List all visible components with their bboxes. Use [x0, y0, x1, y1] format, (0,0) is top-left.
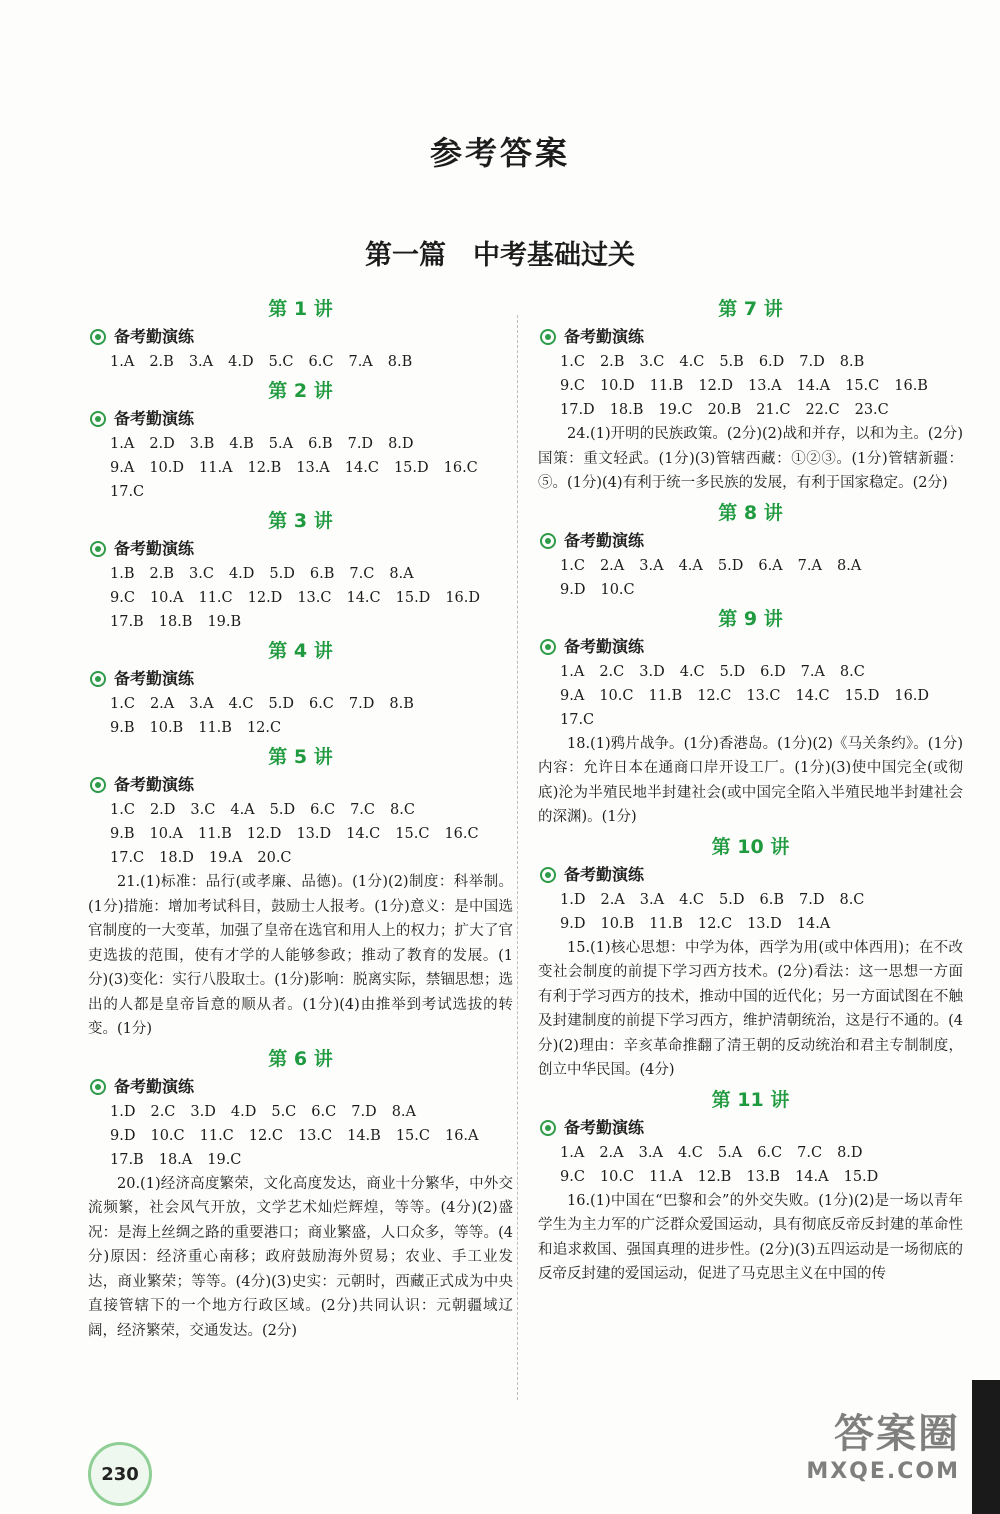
- answer-item: 3.A: [639, 891, 665, 908]
- answer-item: 20.C: [257, 850, 292, 866]
- lecture-heading: 第 5 讲: [268, 746, 333, 768]
- section-heading: [90, 1074, 513, 1100]
- answer-item: 20.B: [707, 402, 742, 418]
- answer-item: 10.D: [599, 378, 635, 394]
- answer-item: 16.D: [445, 590, 480, 606]
- answer-item: 3.A: [189, 696, 214, 712]
- section-badge-icon: [90, 329, 106, 345]
- answer-row: [538, 684, 963, 708]
- answer-item: 2.B: [149, 354, 174, 370]
- section-heading: [90, 406, 513, 432]
- answer-item: 13.C: [746, 687, 781, 704]
- answer-item: 5.B: [719, 354, 744, 370]
- answer-item: 10.C: [600, 581, 635, 598]
- answer-item: 5.D: [717, 557, 744, 574]
- answer-item: 7.C: [797, 1144, 823, 1161]
- answer-paragraph: 18.(1)鸦片战争。(1分)香港岛。(1分)(2)《马关条约》。(1分)内容：允许日本在通商口岸开设工厂。(1分)(3)使中国完全(或彻底)沦为半殖民地半封建社会(或中国完全陷入半殖民地半封建社会的深渊)。(1分): [538, 735, 963, 825]
- answer-item: 11.B: [198, 826, 232, 842]
- answer-item: 11.B: [649, 915, 683, 932]
- answer-item: 10.B: [149, 720, 184, 736]
- answer-item: 9.D: [560, 915, 586, 932]
- section-label: 备考勤演练: [564, 327, 645, 346]
- answer-row: [88, 562, 513, 586]
- answer-item: 15.D: [395, 590, 431, 606]
- side-tab: [972, 1380, 1000, 1514]
- answer-item: 3.C: [639, 354, 665, 370]
- answer-item: 3.D: [639, 663, 665, 680]
- answer-item: 4.C: [679, 891, 705, 908]
- answer-item: 14.A: [796, 915, 831, 932]
- answer-item: 5.A: [268, 436, 294, 452]
- answer-item: 17.B: [110, 614, 144, 630]
- answer-item: 4.B: [229, 436, 254, 452]
- answer-item: 15.C: [395, 826, 430, 842]
- answer-item: 5.D: [719, 891, 745, 908]
- answer-item: 4.A: [230, 802, 255, 818]
- answer-row: [88, 716, 513, 740]
- answer-item: 15.C: [845, 378, 880, 394]
- answer-item: 7.D: [351, 1103, 377, 1120]
- answer-item: 2.C: [150, 1103, 176, 1120]
- answer-item: 18.D: [159, 850, 194, 866]
- answer-item: 14.C: [346, 590, 381, 606]
- answer-item: 6.C: [311, 1103, 337, 1120]
- answer-paragraph: 20.(1)经济高度繁荣，文化高度发达，商业十分繁华，中外交流频繁，社会风气开放，文学艺术灿烂辉煌，等等。(4分)(2)盛况：是海上丝绸之路的重要港口；商业繁盛，人口众多，等等。(4分)原因：经济重心南移；政府鼓励海外贸易；农业、手工业发达，商业繁荣；等等。(4分)(3)史实：元朝时，西藏正式成为中央直接管辖下的一个地方行政区域。(2分)共同认识：元朝疆域辽阔，经济繁荣，交通发达。(2分): [88, 1175, 513, 1339]
- answer-item: 16.A: [444, 1127, 479, 1144]
- answer-item: 16.C: [443, 460, 478, 476]
- answer-item: 11.A: [649, 1168, 683, 1185]
- answer-item: 10.C: [599, 687, 634, 704]
- answer-paragraph: 15.(1)核心思想：中学为体，西学为用(或中体西用)；在不改变社会制度的前提下学习西方技术。(2分)看法：这一思想一方面有利于学习西方的技术，推动中国的近代化；另一方面试图在不触及封建制度的前提下学习西方，维护清朝统治，这是行不通的。(4分)(2)理由：辛亥革命推翻了清王朝的反动统治和君主专制制度，创立中华民国。(4分): [538, 939, 963, 1078]
- answer-item: 6.D: [758, 354, 785, 370]
- answer-item: 2.A: [149, 696, 175, 712]
- answer-item: 3.C: [190, 802, 216, 818]
- answer-item: 9.A: [560, 687, 585, 704]
- answer-item: 7.D: [347, 436, 374, 452]
- answer-item: 7.A: [797, 557, 822, 574]
- answer-item: 5.D: [269, 802, 296, 818]
- answer-item: 22.C: [805, 402, 840, 418]
- answer-item: 7.D: [348, 696, 375, 712]
- answer-row: [88, 822, 513, 846]
- answer-item: 6.B: [308, 436, 333, 452]
- lecture-heading: 第 9 讲: [718, 607, 783, 630]
- answer-item: 8.A: [391, 1103, 416, 1120]
- lecture-heading: 第 10 讲: [711, 835, 790, 858]
- answer-item: 6.C: [757, 1144, 783, 1161]
- lecture-heading: 第 4 讲: [268, 640, 333, 662]
- lecture-heading: 第 6 讲: [268, 1047, 333, 1070]
- answer-item: 19.C: [658, 402, 693, 418]
- answer-item: 8.B: [387, 354, 413, 370]
- answer-item: 13.D: [296, 826, 332, 842]
- answer-item: 17.C: [560, 711, 595, 728]
- section-heading: [90, 666, 513, 692]
- lecture-heading: 第 11 讲: [711, 1088, 790, 1111]
- answer-row: [88, 610, 513, 634]
- answer-item: 21.C: [756, 402, 791, 418]
- answer-item: 10.B: [600, 915, 635, 932]
- answer-item: 18.B: [158, 614, 193, 630]
- answer-item: 2.B: [599, 354, 625, 370]
- lecture-heading: 第 2 讲: [268, 380, 333, 402]
- answer-row: [538, 912, 963, 936]
- answer-item: 14.A: [795, 1168, 829, 1185]
- watermark-url: MXQE.COM: [806, 1459, 960, 1484]
- answer-item: 14.C: [346, 826, 381, 842]
- answer-item: 16.D: [894, 687, 930, 704]
- answer-item: 4.D: [228, 566, 255, 582]
- section-label: 备考勤演练: [564, 864, 645, 884]
- part-title: 第一篇 中考基础过关: [365, 240, 635, 271]
- section-badge-icon: [90, 671, 106, 687]
- answer-item: 9.B: [110, 826, 135, 842]
- answer-item: 7.D: [799, 354, 825, 370]
- answer-item: 14.C: [344, 460, 379, 476]
- answer-item: 13.C: [297, 590, 332, 606]
- answer-item: 3.D: [190, 1103, 216, 1120]
- answer-item: 4.D: [228, 354, 254, 370]
- answer-row: [88, 1124, 513, 1148]
- answer-item: 1.B: [110, 566, 135, 582]
- answer-row: [538, 350, 963, 374]
- lecture-heading: 第 7 讲: [718, 298, 783, 320]
- section-label: 备考勤演练: [564, 636, 645, 656]
- answer-item: 4.D: [230, 1103, 257, 1120]
- answer-item: 13.D: [747, 915, 782, 932]
- answer-item: 12.B: [697, 1168, 732, 1185]
- answer-item: 4.C: [679, 354, 705, 370]
- answer-item: 3.A: [188, 354, 214, 370]
- answer-item: 5.A: [717, 1144, 743, 1161]
- answer-item: 11.B: [198, 720, 232, 736]
- answer-item: 2.D: [149, 436, 175, 452]
- answer-item: 9.C: [110, 590, 135, 606]
- section-heading: [540, 634, 963, 660]
- section-heading: [540, 1115, 963, 1141]
- answer-item: 6.B: [309, 566, 335, 582]
- lecture-heading: 第 3 讲: [268, 510, 333, 532]
- answer-item: 1.A: [110, 354, 135, 370]
- answer-item: 17.C: [110, 850, 145, 866]
- answer-item: 9.D: [560, 581, 586, 598]
- answer-item: 10.C: [150, 1127, 185, 1144]
- answer-item: 5.C: [271, 1103, 297, 1120]
- answer-row: [538, 1141, 963, 1165]
- answer-item: 7.A: [348, 354, 373, 370]
- answer-item: 11.B: [648, 687, 683, 704]
- answer-item: 4.C: [679, 663, 705, 680]
- answer-paragraph: 16.(1)中国在“巴黎和会”的外交失败。(1分)(2)是一场以青年学生为主力军的广泛群众爱国运动，具有彻底反帝反封建的革命性和追求救国、强国真理的进步性。(2分)(3)五四运动是一场彻底的反帝反封建的爱国运动，促进了马克思主义在中国的传: [538, 1192, 963, 1282]
- answer-item: 11.B: [649, 378, 684, 394]
- answer-item: 9.C: [560, 1168, 585, 1185]
- right-column: [538, 292, 963, 1287]
- answer-item: 14.A: [796, 378, 831, 394]
- answer-item: 12.C: [697, 915, 733, 932]
- answer-row: [538, 708, 963, 732]
- answer-item: 9.A: [110, 460, 135, 476]
- section-badge-icon: [540, 639, 556, 655]
- section-heading: [540, 528, 963, 554]
- section-heading: [90, 536, 513, 562]
- answer-item: 3.C: [189, 566, 214, 582]
- section-label: 备考勤演练: [564, 530, 645, 550]
- answer-row: [88, 432, 513, 456]
- answer-item: 17.D: [560, 402, 595, 418]
- answer-item: 18.B: [609, 402, 644, 418]
- answer-item: 7.A: [800, 663, 825, 680]
- section-heading: [540, 862, 963, 888]
- section-badge-icon: [90, 777, 106, 793]
- answer-item: 4.C: [677, 1144, 703, 1161]
- answer-row: [88, 798, 513, 822]
- answer-item: 8.B: [389, 696, 414, 712]
- section-label: 备考勤演练: [564, 1117, 645, 1137]
- answer-item: 10.D: [149, 460, 184, 476]
- answer-item: 7.C: [349, 566, 375, 582]
- answer-item: 8.B: [839, 354, 865, 370]
- answer-item: 10.C: [599, 1168, 635, 1185]
- answer-item: 9.D: [110, 1127, 136, 1144]
- section-badge-icon: [90, 411, 106, 427]
- answer-item: 23.C: [854, 402, 889, 418]
- answer-item: 1.A: [560, 663, 585, 680]
- answer-item: 2.B: [149, 566, 174, 582]
- answer-item: 3.B: [189, 436, 215, 452]
- answer-item: 10.A: [149, 590, 184, 606]
- answer-item: 5.D: [719, 663, 746, 680]
- lecture-heading: 第 1 讲: [268, 298, 333, 320]
- answer-row: [538, 398, 963, 422]
- left-column: [88, 292, 513, 1343]
- answer-item: 8.A: [389, 566, 414, 582]
- answer-row: [88, 480, 513, 504]
- answer-item: 6.C: [308, 696, 334, 712]
- answer-item: 1.A: [560, 1144, 585, 1161]
- answer-item: 11.A: [199, 460, 233, 476]
- section-label: 备考勤演练: [114, 539, 195, 558]
- section-heading: [90, 772, 513, 798]
- answer-item: 8.C: [839, 891, 865, 908]
- section-badge-icon: [540, 329, 556, 345]
- answer-item: 15.D: [393, 460, 429, 476]
- answer-item: 11.C: [199, 1127, 234, 1144]
- answer-item: 1.C: [110, 696, 135, 712]
- answer-item: 16.C: [444, 826, 479, 842]
- answer-item: 8.A: [836, 557, 862, 574]
- answer-item: 7.C: [350, 802, 375, 818]
- answer-item: 16.B: [894, 378, 928, 394]
- column-divider: [517, 315, 518, 1400]
- section-label: 备考勤演练: [114, 1076, 195, 1096]
- answer-item: 3.A: [639, 557, 664, 574]
- answer-item: 12.C: [248, 1127, 283, 1144]
- answer-item: 2.A: [600, 891, 625, 908]
- answer-item: 2.A: [599, 557, 625, 574]
- answer-item: 6.C: [310, 802, 336, 818]
- answer-row: [538, 554, 963, 578]
- answer-item: 11.C: [198, 590, 233, 606]
- answer-item: 12.D: [698, 378, 734, 394]
- answer-row: [538, 374, 963, 398]
- section-label: 备考勤演练: [114, 327, 195, 346]
- answer-item: 15.D: [844, 687, 880, 704]
- answer-item: 12.C: [697, 687, 732, 704]
- answer-item: 13.C: [297, 1127, 333, 1144]
- answer-item: 12.C: [246, 720, 282, 736]
- answer-item: 12.D: [246, 826, 282, 842]
- answer-item: 5.D: [269, 566, 295, 582]
- answer-row: [88, 1100, 513, 1124]
- answer-item: 12.B: [247, 460, 282, 476]
- answer-item: 3.A: [638, 1144, 663, 1161]
- answer-item: 9.C: [560, 378, 585, 394]
- answer-row: [88, 456, 513, 480]
- answer-item: 2.C: [599, 663, 625, 680]
- answer-item: 1.D: [560, 891, 586, 908]
- answer-item: 19.C: [207, 1151, 242, 1168]
- answer-item: 6.D: [760, 663, 786, 680]
- answer-item: 2.D: [149, 802, 176, 818]
- answer-item: 4.A: [678, 557, 703, 574]
- page-number: 230: [88, 1442, 152, 1506]
- section-heading: [540, 324, 963, 350]
- answer-item: 19.B: [207, 614, 242, 630]
- answer-item: 15.C: [395, 1127, 430, 1144]
- answer-item: 1.C: [560, 354, 585, 370]
- answer-item: 13.A: [296, 460, 330, 476]
- answer-item: 13.B: [746, 1168, 781, 1185]
- answer-row: [88, 692, 513, 716]
- answer-item: 15.D: [843, 1168, 879, 1185]
- lecture-heading: 第 8 讲: [718, 501, 783, 524]
- answer-item: 17.C: [110, 484, 145, 500]
- answer-item: 19.A: [208, 850, 243, 866]
- section-badge-icon: [90, 541, 106, 557]
- answer-item: 1.C: [110, 802, 135, 818]
- answer-item: 17.B: [110, 1151, 144, 1168]
- answer-row: [538, 888, 963, 912]
- section-badge-icon: [540, 867, 556, 883]
- answer-paragraph: 21.(1)标准：品行(或孝廉、品德)。(1分)(2)制度：科举制。(1分)措施：增加考试科目，鼓励士人报考。(1分)意义：是中国选官制度的一大变革，加强了皇帝在选官和用人上的权力；扩大了官吏选拔的范围，使有才学的人能够参政；推动了教育的发展。(1分)(3)变化：实行八股取士。(1分)影响：脱离实际，禁锢思想；选出的人都是皇帝旨意的顺从者。(1分)(4)由推举到考试选拔的转变。(1分): [88, 874, 513, 1037]
- page-title: 参考答案: [429, 134, 570, 172]
- answer-item: 8.D: [388, 436, 414, 452]
- answer-row: [88, 1148, 513, 1172]
- answer-item: 18.A: [158, 1151, 193, 1168]
- answer-item: 4.C: [228, 696, 254, 712]
- answer-item: 1.D: [110, 1103, 136, 1120]
- answer-row: [538, 660, 963, 684]
- answer-item: 14.C: [795, 687, 830, 704]
- answer-row: [538, 578, 963, 602]
- section-label: 备考勤演练: [114, 669, 195, 688]
- answer-item: 6.B: [759, 891, 784, 908]
- answer-item: 6.A: [758, 557, 783, 574]
- answer-item: 2.A: [599, 1144, 624, 1161]
- watermark: [806, 1402, 960, 1484]
- answer-row: [88, 586, 513, 610]
- answer-row: [88, 846, 513, 870]
- section-heading: [90, 324, 513, 350]
- answer-item: 8.D: [837, 1144, 863, 1161]
- answer-item: 8.C: [390, 802, 415, 818]
- answer-item: 14.B: [347, 1127, 381, 1144]
- answer-item: 1.A: [110, 436, 135, 452]
- answer-item: 7.D: [799, 891, 825, 908]
- watermark-logo-text: 答案圈: [834, 1411, 960, 1457]
- answer-row: [538, 1165, 963, 1189]
- section-label: 备考勤演练: [114, 409, 195, 428]
- answer-item: 5.D: [268, 696, 294, 712]
- section-label: 备考勤演练: [114, 775, 195, 794]
- answer-item: 9.B: [110, 720, 135, 736]
- answer-item: 10.A: [149, 826, 184, 842]
- answer-item: 13.A: [748, 378, 782, 394]
- section-badge-icon: [540, 533, 556, 549]
- answer-item: 5.C: [268, 354, 294, 370]
- answer-item: 1.C: [560, 557, 585, 574]
- answer-item: 8.C: [839, 663, 865, 680]
- section-badge-icon: [90, 1079, 106, 1095]
- answer-row: [88, 350, 513, 374]
- answer-item: 6.C: [308, 354, 334, 370]
- section-badge-icon: [540, 1120, 556, 1136]
- answer-item: 12.D: [247, 590, 283, 606]
- answer-paragraph: 24.(1)开明的民族政策。(2分)(2)战和并存，以和为主。(2分)国策：重文轻武。(1分)(3)管辖西藏：①②③。(1分)管辖新疆：⑤。(1分)(4)有利于统一多民族的发展，有利于国家稳定。(2分): [538, 426, 963, 491]
